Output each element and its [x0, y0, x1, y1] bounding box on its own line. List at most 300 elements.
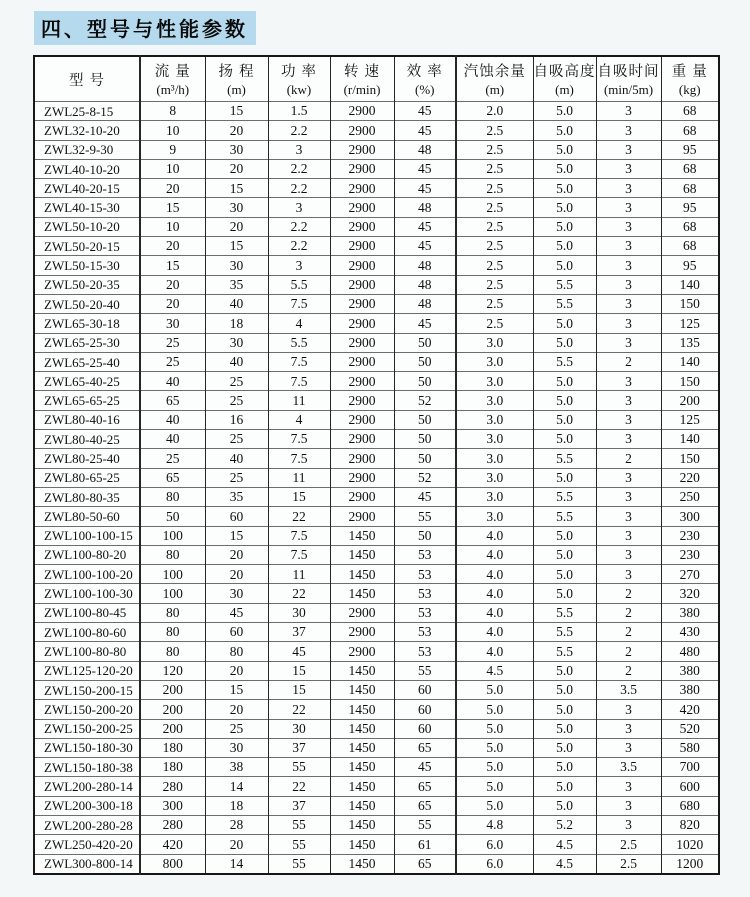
value-cell: 5.0	[533, 700, 596, 719]
value-cell: 1450	[330, 700, 394, 719]
value-cell: 68	[661, 217, 719, 236]
value-cell: 30	[205, 584, 268, 603]
value-cell: 60	[205, 507, 268, 526]
value-cell: 3	[596, 545, 661, 564]
table-row	[34, 237, 719, 256]
value-cell: 125	[661, 314, 719, 333]
value-cell: 5.5	[533, 623, 596, 642]
value-cell: 580	[661, 738, 719, 757]
value-cell: 5.0	[533, 179, 596, 198]
value-cell: 20	[205, 700, 268, 719]
column-header-label: 汽蚀余量	[463, 64, 526, 80]
value-cell: 30	[205, 140, 268, 159]
value-cell: 14	[205, 777, 268, 796]
table-row	[34, 333, 719, 352]
value-cell: 50	[394, 430, 456, 449]
page-title: 四、型号与性能参数	[41, 19, 248, 41]
column-header-label: 功 率	[280, 64, 318, 80]
value-cell: 37	[268, 738, 330, 757]
model-cell: ZWL100-80-45	[34, 603, 140, 622]
value-cell: 2.2	[268, 217, 330, 236]
value-cell: 5.0	[533, 372, 596, 391]
value-cell: 20	[205, 661, 268, 680]
value-cell: 25	[140, 333, 205, 352]
value-cell: 5.0	[533, 584, 596, 603]
value-cell: 38	[205, 758, 268, 777]
value-cell: 2.2	[268, 179, 330, 198]
value-cell: 37	[268, 796, 330, 815]
table-row	[34, 449, 719, 468]
value-cell: 5.5	[533, 449, 596, 468]
value-cell: 25	[140, 449, 205, 468]
value-cell: 50	[394, 352, 456, 371]
value-cell: 3	[596, 237, 661, 256]
value-cell: 1450	[330, 526, 394, 545]
value-cell: 270	[661, 565, 719, 584]
value-cell: 420	[661, 700, 719, 719]
value-cell: 2.5	[456, 121, 533, 140]
value-cell: 230	[661, 526, 719, 545]
value-cell: 2900	[330, 159, 394, 178]
value-cell: 820	[661, 815, 719, 834]
value-cell: 9	[140, 140, 205, 159]
value-cell: 15	[205, 526, 268, 545]
value-cell: 125	[661, 410, 719, 429]
value-cell: 380	[661, 680, 719, 699]
model-cell: ZWL125-120-20	[34, 661, 140, 680]
table-row	[34, 835, 719, 854]
value-cell: 140	[661, 430, 719, 449]
value-cell: 2900	[330, 623, 394, 642]
value-cell: 5.0	[456, 758, 533, 777]
value-cell: 20	[140, 275, 205, 294]
value-cell: 2.5	[456, 198, 533, 217]
value-cell: 5.5	[533, 487, 596, 506]
value-cell: 53	[394, 623, 456, 642]
model-cell: ZWL150-180-38	[34, 758, 140, 777]
value-cell: 11	[268, 565, 330, 584]
value-cell: 100	[140, 526, 205, 545]
value-cell: 3.0	[456, 449, 533, 468]
value-cell: 30	[205, 256, 268, 275]
value-cell: 3	[596, 256, 661, 275]
value-cell: 5.0	[533, 468, 596, 487]
model-cell: ZWL100-80-80	[34, 642, 140, 661]
value-cell: 250	[661, 487, 719, 506]
value-cell: 1.5	[268, 102, 330, 121]
value-cell: 18	[205, 314, 268, 333]
value-cell: 80	[140, 623, 205, 642]
value-cell: 5.5	[268, 333, 330, 352]
value-cell: 25	[205, 430, 268, 449]
value-cell: 95	[661, 198, 719, 217]
value-cell: 53	[394, 545, 456, 564]
value-cell: 15	[268, 680, 330, 699]
value-cell: 3.0	[456, 430, 533, 449]
value-cell: 53	[394, 565, 456, 584]
value-cell: 2.5	[456, 217, 533, 236]
value-cell: 5.0	[533, 237, 596, 256]
value-cell: 5.0	[533, 777, 596, 796]
value-cell: 5.0	[533, 661, 596, 680]
value-cell: 3	[596, 179, 661, 198]
table-row	[34, 352, 719, 371]
column-header-label: 转 速	[343, 64, 381, 80]
value-cell: 45	[205, 603, 268, 622]
value-cell: 15	[205, 179, 268, 198]
value-cell: 2.2	[268, 237, 330, 256]
value-cell: 8	[140, 102, 205, 121]
value-cell: 5.0	[456, 796, 533, 815]
model-cell: ZWL100-80-60	[34, 623, 140, 642]
value-cell: 40	[205, 294, 268, 313]
value-cell: 100	[140, 565, 205, 584]
value-cell: 3	[596, 738, 661, 757]
column-header-7	[533, 56, 596, 102]
value-cell: 2900	[330, 487, 394, 506]
model-cell: ZWL80-80-35	[34, 487, 140, 506]
value-cell: 5.2	[533, 815, 596, 834]
value-cell: 150	[661, 294, 719, 313]
value-cell: 10	[140, 217, 205, 236]
value-cell: 2900	[330, 372, 394, 391]
value-cell: 480	[661, 642, 719, 661]
value-cell: 3	[596, 314, 661, 333]
table-row	[34, 159, 719, 178]
value-cell: 3.5	[596, 680, 661, 699]
value-cell: 3	[596, 372, 661, 391]
value-cell: 7.5	[268, 526, 330, 545]
value-cell: 20	[140, 179, 205, 198]
value-cell: 1450	[330, 796, 394, 815]
value-cell: 4	[268, 314, 330, 333]
value-cell: 3.5	[596, 758, 661, 777]
value-cell: 48	[394, 140, 456, 159]
value-cell: 20	[205, 835, 268, 854]
value-cell: 2.2	[268, 121, 330, 140]
column-header-5	[394, 56, 456, 102]
value-cell: 45	[394, 121, 456, 140]
value-cell: 2900	[330, 333, 394, 352]
value-cell: 25	[205, 719, 268, 738]
value-cell: 5.5	[533, 642, 596, 661]
column-header-unit: (m)	[227, 82, 246, 97]
value-cell: 3	[596, 526, 661, 545]
value-cell: 520	[661, 719, 719, 738]
value-cell: 35	[205, 487, 268, 506]
column-header-2	[205, 56, 268, 102]
value-cell: 55	[394, 815, 456, 834]
section-title-highlight	[34, 11, 256, 45]
value-cell: 3	[596, 719, 661, 738]
value-cell: 3	[596, 507, 661, 526]
value-cell: 380	[661, 603, 719, 622]
table-row	[34, 854, 719, 874]
value-cell: 3	[596, 198, 661, 217]
value-cell: 1450	[330, 758, 394, 777]
value-cell: 5.5	[533, 603, 596, 622]
value-cell: 4.5	[533, 854, 596, 874]
value-cell: 30	[140, 314, 205, 333]
value-cell: 10	[140, 159, 205, 178]
value-cell: 20	[205, 159, 268, 178]
value-cell: 200	[140, 700, 205, 719]
value-cell: 135	[661, 333, 719, 352]
value-cell: 2	[596, 352, 661, 371]
value-cell: 300	[140, 796, 205, 815]
value-cell: 10	[140, 121, 205, 140]
value-cell: 45	[394, 102, 456, 121]
value-cell: 4.0	[456, 642, 533, 661]
table-row	[34, 719, 719, 738]
table-row	[34, 777, 719, 796]
table-row	[34, 102, 719, 121]
value-cell: 2900	[330, 603, 394, 622]
table-row	[34, 314, 719, 333]
table-row	[34, 140, 719, 159]
value-cell: 2900	[330, 642, 394, 661]
value-cell: 5.0	[533, 738, 596, 757]
value-cell: 4.0	[456, 545, 533, 564]
value-cell: 45	[394, 159, 456, 178]
value-cell: 120	[140, 661, 205, 680]
value-cell: 45	[394, 314, 456, 333]
value-cell: 20	[205, 121, 268, 140]
value-cell: 65	[394, 854, 456, 874]
value-cell: 2900	[330, 256, 394, 275]
value-cell: 3	[596, 796, 661, 815]
value-cell: 55	[268, 815, 330, 834]
model-cell: ZWL50-20-35	[34, 275, 140, 294]
column-header-3	[268, 56, 330, 102]
column-header-label: 流 量	[154, 64, 191, 80]
value-cell: 7.5	[268, 294, 330, 313]
value-cell: 3.0	[456, 410, 533, 429]
value-cell: 80	[205, 642, 268, 661]
value-cell: 3	[596, 294, 661, 313]
value-cell: 50	[394, 372, 456, 391]
value-cell: 2900	[330, 140, 394, 159]
table-body	[34, 102, 719, 874]
model-cell: ZWL80-40-25	[34, 430, 140, 449]
value-cell: 3	[596, 815, 661, 834]
value-cell: 5.0	[533, 256, 596, 275]
model-cell: ZWL80-65-25	[34, 468, 140, 487]
model-cell: ZWL40-20-15	[34, 179, 140, 198]
value-cell: 1450	[330, 777, 394, 796]
value-cell: 150	[661, 449, 719, 468]
value-cell: 20	[140, 237, 205, 256]
value-cell: 1450	[330, 719, 394, 738]
value-cell: 15	[140, 256, 205, 275]
model-cell: ZWL80-25-40	[34, 449, 140, 468]
model-cell: ZWL100-100-30	[34, 584, 140, 603]
value-cell: 60	[394, 700, 456, 719]
value-cell: 60	[394, 719, 456, 738]
table-header-row	[34, 56, 719, 102]
value-cell: 7.5	[268, 372, 330, 391]
value-cell: 5.0	[533, 391, 596, 410]
column-header-0	[34, 56, 140, 102]
value-cell: 22	[268, 507, 330, 526]
value-cell: 45	[268, 642, 330, 661]
value-cell: 5.0	[533, 102, 596, 121]
value-cell: 3	[596, 468, 661, 487]
value-cell: 2	[596, 603, 661, 622]
value-cell: 65	[140, 391, 205, 410]
value-cell: 53	[394, 584, 456, 603]
value-cell: 80	[140, 487, 205, 506]
table-row	[34, 410, 719, 429]
value-cell: 50	[394, 410, 456, 429]
value-cell: 2	[596, 449, 661, 468]
value-cell: 1450	[330, 835, 394, 854]
value-cell: 61	[394, 835, 456, 854]
value-cell: 2900	[330, 179, 394, 198]
table-row	[34, 680, 719, 699]
value-cell: 200	[140, 680, 205, 699]
column-header-6	[456, 56, 533, 102]
value-cell: 2900	[330, 237, 394, 256]
model-cell: ZWL200-280-14	[34, 777, 140, 796]
value-cell: 48	[394, 294, 456, 313]
value-cell: 2900	[330, 391, 394, 410]
value-cell: 3	[596, 275, 661, 294]
model-cell: ZWL200-300-18	[34, 796, 140, 815]
model-cell: ZWL150-200-15	[34, 680, 140, 699]
value-cell: 5.0	[456, 700, 533, 719]
value-cell: 1450	[330, 565, 394, 584]
column-header-unit: (min/5m)	[603, 82, 654, 97]
value-cell: 2.5	[456, 237, 533, 256]
value-cell: 80	[140, 545, 205, 564]
value-cell: 45	[394, 217, 456, 236]
value-cell: 55	[268, 835, 330, 854]
value-cell: 2	[596, 661, 661, 680]
value-cell: 5.0	[533, 217, 596, 236]
value-cell: 20	[140, 294, 205, 313]
value-cell: 1450	[330, 584, 394, 603]
column-header-label: 型 号	[68, 72, 106, 89]
model-cell: ZWL50-20-15	[34, 237, 140, 256]
value-cell: 4.8	[456, 815, 533, 834]
value-cell: 4.0	[456, 623, 533, 642]
value-cell: 65	[394, 796, 456, 815]
value-cell: 3	[596, 159, 661, 178]
value-cell: 2900	[330, 352, 394, 371]
table-row	[34, 758, 719, 777]
value-cell: 30	[205, 333, 268, 352]
value-cell: 5.0	[533, 159, 596, 178]
value-cell: 15	[205, 680, 268, 699]
table-row	[34, 507, 719, 526]
value-cell: 3	[268, 140, 330, 159]
value-cell: 95	[661, 140, 719, 159]
value-cell: 45	[394, 179, 456, 198]
value-cell: 280	[140, 815, 205, 834]
value-cell: 2.5	[456, 140, 533, 159]
value-cell: 48	[394, 198, 456, 217]
value-cell: 3.0	[456, 468, 533, 487]
value-cell: 230	[661, 545, 719, 564]
value-cell: 5.0	[533, 430, 596, 449]
value-cell: 420	[140, 835, 205, 854]
value-cell: 18	[205, 796, 268, 815]
value-cell: 2900	[330, 507, 394, 526]
value-cell: 5.0	[456, 719, 533, 738]
table-row	[34, 121, 719, 140]
value-cell: 95	[661, 256, 719, 275]
model-cell: ZWL250-420-20	[34, 835, 140, 854]
value-cell: 40	[140, 410, 205, 429]
model-cell: ZWL50-10-20	[34, 217, 140, 236]
value-cell: 6.0	[456, 835, 533, 854]
value-cell: 4.0	[456, 565, 533, 584]
value-cell: 55	[394, 507, 456, 526]
value-cell: 30	[205, 738, 268, 757]
value-cell: 3	[596, 777, 661, 796]
table-row	[34, 815, 719, 834]
value-cell: 200	[661, 391, 719, 410]
table-row	[34, 796, 719, 815]
value-cell: 52	[394, 391, 456, 410]
value-cell: 5.0	[456, 738, 533, 757]
value-cell: 140	[661, 352, 719, 371]
column-header-9	[661, 56, 719, 102]
value-cell: 25	[205, 391, 268, 410]
column-header-unit: (kw)	[286, 82, 312, 97]
value-cell: 68	[661, 179, 719, 198]
table-row	[34, 565, 719, 584]
value-cell: 2900	[330, 275, 394, 294]
table-row	[34, 661, 719, 680]
value-cell: 2.5	[456, 314, 533, 333]
value-cell: 5.0	[533, 796, 596, 815]
value-cell: 100	[140, 584, 205, 603]
value-cell: 1450	[330, 738, 394, 757]
value-cell: 5.0	[533, 121, 596, 140]
value-cell: 3	[596, 217, 661, 236]
value-cell: 53	[394, 642, 456, 661]
value-cell: 20	[205, 565, 268, 584]
model-cell: ZWL50-15-30	[34, 256, 140, 275]
value-cell: 1450	[330, 545, 394, 564]
value-cell: 4.5	[533, 835, 596, 854]
value-cell: 65	[394, 777, 456, 796]
value-cell: 40	[140, 430, 205, 449]
value-cell: 4	[268, 410, 330, 429]
value-cell: 45	[394, 758, 456, 777]
value-cell: 2.5	[456, 179, 533, 198]
table-row	[34, 294, 719, 313]
value-cell: 80	[140, 603, 205, 622]
value-cell: 2	[596, 642, 661, 661]
value-cell: 3.0	[456, 333, 533, 352]
value-cell: 68	[661, 102, 719, 121]
value-cell: 80	[140, 642, 205, 661]
model-cell: ZWL150-200-25	[34, 719, 140, 738]
table-row	[34, 545, 719, 564]
value-cell: 15	[268, 487, 330, 506]
value-cell: 14	[205, 854, 268, 874]
value-cell: 800	[140, 854, 205, 874]
value-cell: 15	[205, 237, 268, 256]
column-header-unit: (m³/h)	[156, 82, 190, 97]
value-cell: 25	[205, 468, 268, 487]
column-header-1	[140, 56, 205, 102]
value-cell: 7.5	[268, 449, 330, 468]
value-cell: 2.2	[268, 159, 330, 178]
